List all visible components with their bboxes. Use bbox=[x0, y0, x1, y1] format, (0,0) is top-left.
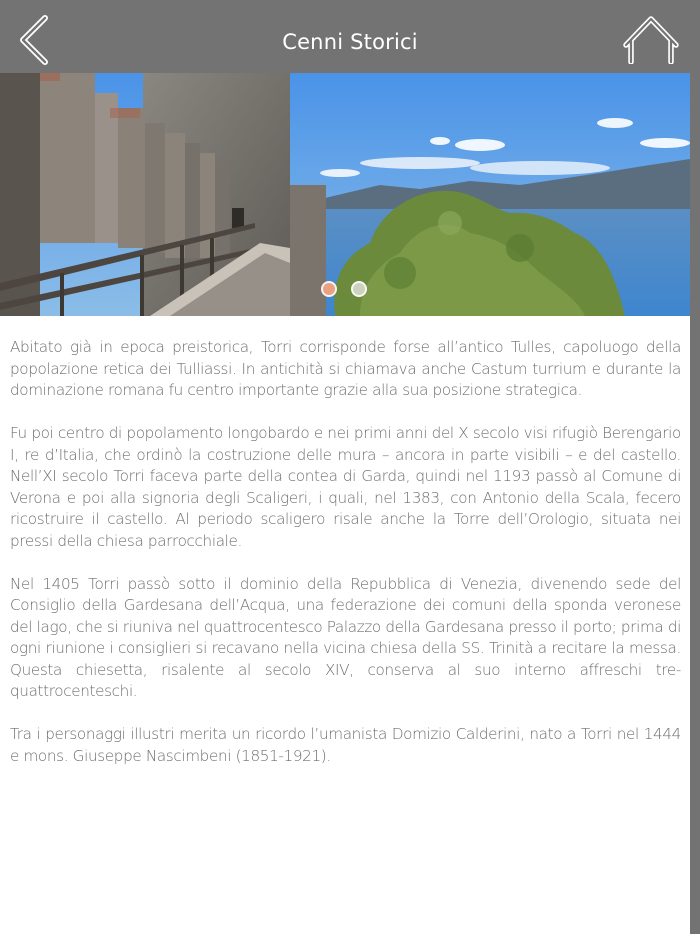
image-carousel[interactable] bbox=[0, 73, 690, 316]
carousel-dot-1[interactable] bbox=[321, 281, 337, 297]
history-text bbox=[10, 337, 681, 789]
paragraph-3: Nel 1405 Torri passò sotto il dominio della Repubblica di Venezia, divenendo sede del Consiglio della Gardesana dell’Acqua, una federazione dei comuni della sponda veronese del lago, che si riuniva nel quattrocentesco Palazzo della Gardesana presso il porto; prima di ogni riunione i consiglieri si recavano nella vicina chiesa della SS. Trinità a recitare la messa. Questa chiesetta, risalente al secolo XIV, conserva al suo interno affreschi tre-quattrocenteschi. bbox=[10, 574, 681, 700]
paragraph-1: Abitato già in epoca preistorica, Torri corrisponde forse all’antico Tulles, capoluogo della popolazione retica dei Tulliassi. In antichità si chiamava anche Castum turrium e durante la dominazione romana fu centro importante grazie alla sua posizione strategica. bbox=[10, 338, 681, 399]
home-icon bbox=[622, 14, 680, 64]
paragraph-2: Fu poi centro di popolamento longobardo e nei primi anni del X secolo visi rifugiò Berengario I, re d’Italia, che ordinò la costruzione delle mura – ancora in parte visibili – e del castello. Nell’XI secolo Torri faceva parte della contea di Garda, quindi nel 1193 passò al Comune di Verona e poi alla signoria degli Scaligeri, i quali, nel 1383, con Antonio della Scala, fecero ricostruire il castello. Al periodo scaligero risale anche la Torre dell’Orologio, situata nei pressi della chiesa parrocchiale. bbox=[10, 424, 681, 550]
home-button[interactable] bbox=[622, 14, 680, 64]
scrollbar-track[interactable] bbox=[690, 73, 700, 934]
carousel-dot-2[interactable] bbox=[351, 281, 367, 297]
carousel-pagination bbox=[321, 281, 367, 297]
paragraph-4: Tra i personaggi illustri merita un ricordo l’umanista Domizio Calderini, nato a Torri nel 1444 e mons. Giuseppe Nascimbeni (1851-1921). bbox=[10, 725, 681, 765]
page-title: Cenni Storici bbox=[282, 30, 418, 54]
top-navigation-bar bbox=[0, 0, 700, 73]
castle-lake-photo bbox=[0, 73, 690, 316]
